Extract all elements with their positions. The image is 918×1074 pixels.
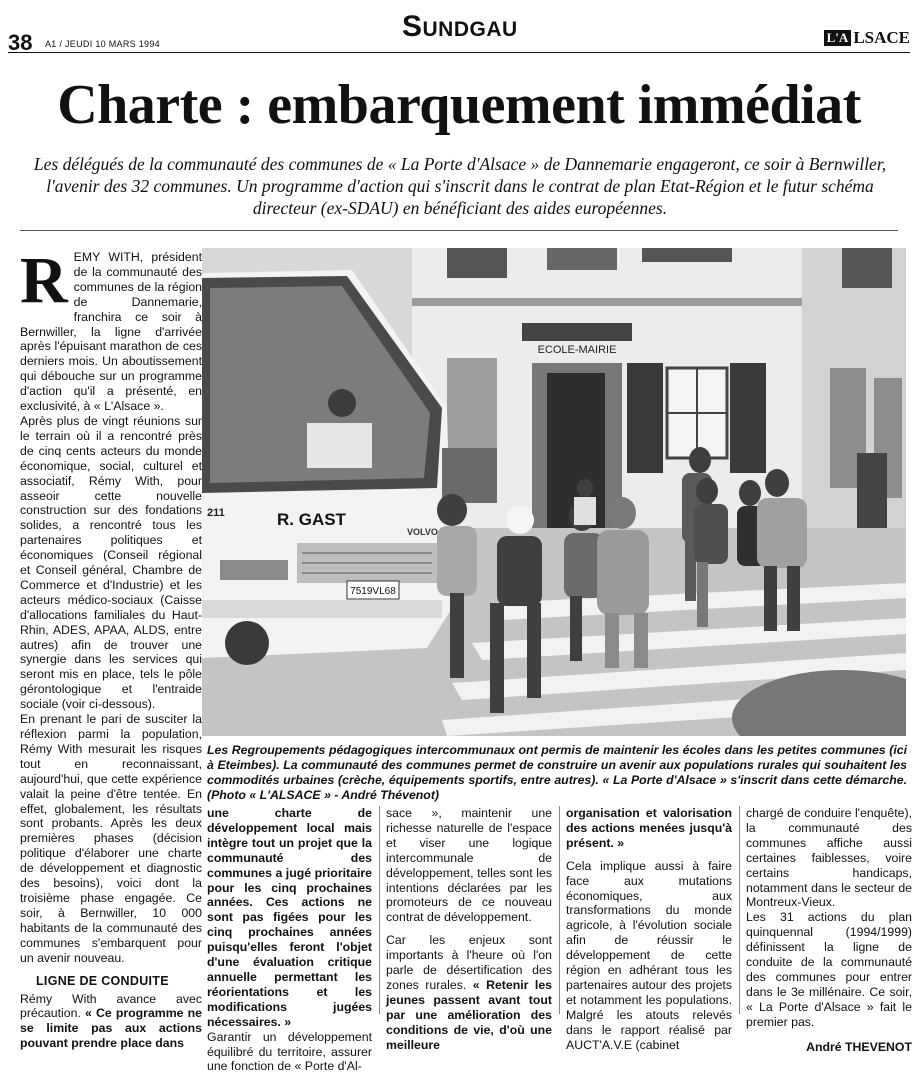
- photo-caption: Les Regroupements pédagogiques intercommunaux ont permis de maintenir les écoles dans les petites communes (ici à Eteimbes). La communauté des communes permet de construire un avenir aux populations rurales qui souhaitent les commodités urbaines (crèche, équipements sportifs, entre autres). « La Porte d'Alsace » s'inscrit dans cette démarche. (Photo « L'ALSACE » - André Thévenot): [207, 743, 907, 802]
- paragraph: Après plus de vingt réunions sur le terrain où il a rencontré près de cinq cents acteurs du monde économique, social, culturel et associatif, Rémy With, pour asseoir cette nouvelle construction sur des fondations solides, a rencontré tous les partenaires politiques et économiques (Conseil régional et Conseil général, Chambre de Commerce et d'Industrie) et les acteurs médico-sociaux (Caisse d'allocations familiales du Haut-Rhin, ADES, APAA, ALDS, entre autres) afin de trouver une synergie dans les services qui seront mis en place, tels le pôle gérontologique et l'entraide sociale (voir ci-dessous).: [20, 413, 202, 712]
- paragraph: Garantir un développement équilibré du territoire, assurer une fonction de « Porte d'Al-: [207, 1029, 372, 1074]
- logo-box: L'A: [824, 30, 852, 46]
- newspaper-logo: [824, 28, 910, 48]
- section-initial: S: [402, 10, 423, 43]
- standfirst-rule: [20, 230, 898, 231]
- bus-number: 211: [207, 507, 225, 519]
- logo-text: LSACE: [853, 28, 910, 47]
- quote-bold: organisation et valorisation des actions menées jusqu'à présent. »: [566, 806, 732, 850]
- paragraph: Les 31 actions du plan quinquennal (1994/1999) définissent la ligne de conduite de la communauté des communes pour entrer dans le 3e millénaire. Ce soir, « La Porte d'Alsace » fait le premier pas.: [746, 910, 912, 1029]
- subheading: LIGNE DE CONDUITE: [36, 973, 169, 988]
- standfirst: Les délégués de la communauté des communes de « La Porte d'Alsace » de Dannemarie engageront, ce soir à Bernwiller, l'avenir des 32 communes. Un programme d'action qui s'inscrit dans le contrat de plan Etat-Région et le futur schéma directeur (ex-SDAU) en bénéficiant des aides européennes.: [33, 154, 887, 218]
- header-rule: [8, 52, 910, 53]
- licence-plate: 7519VL68: [350, 586, 396, 597]
- article-column-3: [386, 806, 552, 1053]
- quote-bold: « Retenir les jeunes passent avant tout par une amélioration des conditions de vie, d'où une meilleure: [386, 977, 553, 1052]
- paragraph: En prenant le pari de susciter la réflexion parmi la population, Rémy With mesurait les risques tout en reconnaissant, aujourd'hui, que cette expérience valait la peine d'être tentée. En effet, globalement, les résultats sont probants. Après les deux premières phases (décision politique d'élaborer une charte de développement et diagnostic des besoins), voici dont la troisième phase engagée. Ce soir, à Bernwiller, 10 000 habitants de la communauté des communes s'embarquent pour un avenir nouveau.: [20, 712, 202, 965]
- quote-bold: « Ce programme ne se limite pas aux actions pouvant prendre place dans: [20, 1006, 203, 1051]
- quote-bold: une charte de développement local mais intègre tout un projet que la communauté des communes a jugé prioritaire pour les cinq prochaines années. Ces actions ne sont pas figées pour les cinq prochaines années puisqu'elles feront l'objet d'une évaluation critique annuelle permettant les réorientations et les modifications jugées nécessaires. »: [207, 806, 372, 1029]
- author-signature: André THEVENOT: [806, 1039, 912, 1054]
- column-divider: [739, 806, 740, 1014]
- column-divider: [379, 806, 380, 1014]
- section-title: [402, 10, 518, 44]
- paragraph: Rémy With avance avec précaution.: [20, 991, 202, 1021]
- paragraph: EMY WITH, président de la communauté des communes de la région de Dannemarie, franchira ce soir à Bernwiller, la ligne d'arrivée après l'épuisant marathon de ces derniers mois. Un aboutissement qui débouche sur un programme d'action qu'il a présenté, en exclusivité, à « L'Alsace ».: [20, 250, 202, 414]
- school-sign: ECOLE-MAIRIE: [537, 344, 617, 356]
- page-number: 38: [8, 30, 33, 55]
- paragraph: sace », maintenir une richesse naturelle de l'espace et viser une logique intercommunale de développement, telles sont les intentions déclarées par les promoteurs de ce nouveau contrat de développement.: [386, 806, 552, 925]
- drop-cap: R: [20, 244, 68, 317]
- headline: Charte : embarquement immédiat: [57, 74, 861, 136]
- dateline: A1 / JEUDI 10 MARS 1994: [45, 39, 160, 49]
- section-rest: UNDGAU: [422, 18, 518, 41]
- article-column-4: [566, 806, 732, 1053]
- article-column-2: [207, 806, 372, 1074]
- article-column-5: [746, 806, 912, 1055]
- paragraph: Cela implique aussi à faire face aux mutations économiques, aux transformations du monde agricole, à l'évolution sociale afin de réussir le développement de cette région en adhérant tous les partenaires autour des projets et notamment les populations. Malgré les atouts relevés dans le rapport réalisé par AUCT'A.V.E (cabinet: [566, 858, 732, 1052]
- column-divider: [559, 806, 560, 1014]
- article-column-1: [20, 244, 203, 1051]
- news-photo: [202, 248, 906, 736]
- paragraph: Car les enjeux sont importants à l'heure où l'on parle de désertification des zones rurales.: [386, 933, 552, 992]
- bus-operator: R. GAST: [277, 510, 346, 529]
- paragraph: chargé de conduire l'enquête), la communauté des communes affiche aussi certaines faiblesses, voire certains handicaps, notamment dans le secteur de Montreux-Vieux.: [746, 806, 912, 910]
- bus-brand: VOLVO: [407, 527, 438, 537]
